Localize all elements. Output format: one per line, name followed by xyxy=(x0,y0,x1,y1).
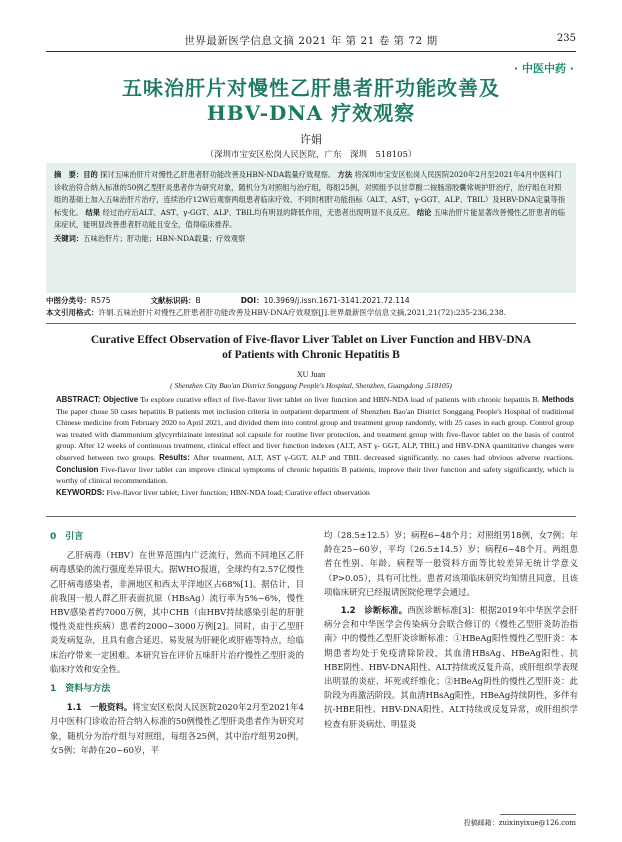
citation-text: 许娟.五味治肝片对慢性乙肝患者肝功能改善及HBV-DNA疗效观察[J].世界最新医学信息文摘,2021,21(72):235-236,238. xyxy=(98,308,506,317)
method-label: 方法 xyxy=(337,170,353,179)
clc-value: R575 xyxy=(91,296,111,305)
citation-label: 本文引用格式： xyxy=(46,308,99,317)
page-number: 235 xyxy=(556,33,576,44)
result-en-label: Results: xyxy=(159,452,190,462)
section-heading-methods: 1 资料与方法 xyxy=(50,684,111,695)
keywords-en-label: KEYWORDS: xyxy=(56,487,105,497)
objective-en-text: To explore curative effect of five-flavor liver tablet on liver function and HBN-NDA load of patients with chronic hepatitis B. xyxy=(140,395,540,404)
general-data-continued: 均（28.5±12.5）岁；病程6~48个月；对照组男18例，女7例；年龄在25~60岁，平均（26.5±14.5）岁；病程6~48个月。两组患者在性别、年龄、病程等一般资料方面等比较差异无统计学意义（P>0.05），具有可比性。患者对该项临床研究均知情且同意，且该项临床研究已经报请医院伦理学会通过。 xyxy=(324,530,578,597)
keywords-label: 关键词： xyxy=(54,233,84,243)
abstract-en-label: ABSTRACT: xyxy=(56,395,101,404)
section-heading-intro: 0 引言 xyxy=(50,532,84,542)
affiliation-chinese: （深圳市宝安区松岗人民医院，广东 深圳 518105） xyxy=(205,150,417,160)
clc-label: 中图分类号： xyxy=(46,296,91,305)
journal-name: 世界最新医学信息文摘 2021 年 第 21 卷 第 72 期 xyxy=(184,35,438,47)
article-meta xyxy=(46,295,576,319)
author-english: XU Juan xyxy=(296,370,326,379)
diagnosis-paragraph: 西医诊断标准[3]：根据2019年中华医学会肝病分会和中华医学会传染病分会联合修订的《慢性乙型肝炎防治指南》中的慢性乙型肝炎诊断标准：①HBeAg阳性慢性乙型肝炎：本期患者均处于免疫清除阶段，其血清HBsAg、HBeAg阳性、抗HBE阴性、HBV-DNA阳性、ALT持续或反复升高，或肝组织学表现出明显的炎症、坏死或纤维化；②HBeAg阴性的慢性乙型肝炎：此阶段为再激活阶段。其血清HBsAg阳性，HBeAg持续阴性，多伴有抗-HBE阳性、HBV-DNA阳性、ALT持续或反复异常，或肝组织学检查有肝炎病灶、明显炎 xyxy=(324,605,578,729)
running-header xyxy=(46,30,576,52)
title-chinese xyxy=(40,76,582,126)
doi-value[interactable]: 10.3969/j.issn.1671-3141.2021.72.114 xyxy=(263,296,410,305)
method-text: 将深圳市宝安区松岗人民医院2020年2月至2021年4月中医科门诊收治符合纳入标准的50例乙型肝炎患者作为研究对象，随机分为对照组与治疗组，每组25例，对照组予以甘草酸二铵肠溶胶囊常规护肝治疗，治疗组在对照组的基础上加入五味治肝片治疗，连续治疗12W后观察两组患者临床疗效、不同时相肝功能指标（ALT、AST、γ-GGT、ALP、TBIL）及HBV-DNA定量等指标变化。 xyxy=(54,170,566,217)
author-chinese: 许娟 xyxy=(300,133,322,146)
result-en-text: After treatment, ALT, AST γ-GGT, ALP and TBIL decreased significantly, no cases had obvious adverse reactions. xyxy=(192,452,574,462)
objective-label: 目的 xyxy=(83,170,98,179)
abstract-chinese xyxy=(46,163,576,293)
abstract-label: 摘 要： xyxy=(54,170,84,179)
title-english xyxy=(50,333,572,363)
divider xyxy=(46,323,576,324)
footer-email: 投稿邮箱：zuixinyixue@126.com xyxy=(463,819,576,827)
result-text: 经过治疗后ALT、AST、γ-GGT、ALP、TBIL均有明显的降低作用，无患者出现明显不良反应。 xyxy=(102,207,415,217)
title-cn-line1: 五味治肝片对慢性乙肝患者肝功能改善及 xyxy=(122,76,500,100)
keywords-text: 五味治肝片；肝功能；HBN-NDA载量；疗效观察 xyxy=(83,233,246,243)
abstract-english xyxy=(56,394,574,498)
footer-divider xyxy=(500,814,576,815)
intro-paragraph: 乙肝病毒（HBV）在世界范围内广泛流行，然而不同地区乙肝病毒感染的流行强度差异很大。据WHO报道，全球约有2.57亿慢性乙肝病毒感染者，非洲地区和西太平洋地区占68%[1]。据估计，目前我国一般人群乙肝表面抗原（HBsAg）流行率为5%~6%，慢性HBV感染者约7000万例，其中CHB（由HBV持续感染引起的肝脏慢性炎症性疾病）患者约2000~3000万例[2]。同时，由于乙型肝炎发病复杂，且具有愈合延迟、易发展为肝硬化或肝癌等特点，给临床治疗带来一定困难。本研究旨在评价五味肝片治疗慢性乙型肝炎的临床疗效和安全性。 xyxy=(50,550,304,674)
conclusion-text: 五味治肝片能显著改善慢性乙肝患者的临床症状，能明显改善患者肝功能且安全，值得临床推荐。 xyxy=(54,207,566,229)
keywords-en-text: Five-flavor liver tablet; Liver function; HBN-NDA load; Curative effect observation xyxy=(106,487,370,497)
doc-value: B xyxy=(195,296,201,305)
method-en-label: Methods xyxy=(541,395,574,404)
section-tag: · 中医中药 · xyxy=(513,62,574,75)
objective-en-label: Objective xyxy=(102,395,139,404)
subsection-heading-general: 1.1 一般资料。 xyxy=(66,702,133,713)
title-cn-line2: HBV-DNA 疗效观察 xyxy=(206,101,416,125)
result-label: 结果 xyxy=(85,207,101,217)
doi-label: DOI： xyxy=(240,296,264,305)
subsection-heading-diagnosis: 1.2 诊断标准。 xyxy=(340,605,408,616)
method-en-text: The paper chose 50 cases hepatitis B patients met inclusion criteria in outpatient department of Shenzhen Bao'an District Songgang People's Hospital of traditional Chinese medicine from February 2020 to April 2021, and divided them into control group and treatment group randomly, with 25 cases in each group. Control group was treated with diammonium glycyrrhizinate intestinal sol capsule for routine liver protection, and treatment group with five-flavor tablet on the basis of control group. After 12 weeks of continuous treatment, clinical effect and liver function indexes (ALT, AST γ- GGT, ALP, TBIL) and HBV-DNA quantitative changes were observed between two groups. xyxy=(56,406,574,462)
conclusion-en-text: Five-flavor liver tablet can improve clinical symptoms of chronic hepatitis B patients, improve their liver function and safety significantly, which is worthy of clinical recommendation. xyxy=(56,464,574,486)
doc-label: 文献标识码： xyxy=(150,296,196,305)
divider xyxy=(46,516,576,517)
objective-text: 探讨五味治肝片对慢性乙肝患者肝功能改善及HBN-NDA载量疗效观察。 xyxy=(100,170,336,179)
general-data-paragraph: 将宝安区松岗人民医院2020年2月至2021年4月中医科门诊收治符合纳入标准的50例慢性乙型肝炎患者作为研究对象，随机分为治疗组与对照组，每组各25例，其中治疗组男20例，女5例；年龄在20~60岁，平 xyxy=(50,702,304,755)
conclusion-label: 结论 xyxy=(416,207,432,217)
affiliation-english: ( Shenzhen City Bao'an District Songgang People's Hospital, Shenzhen, Guangdong ,518105) xyxy=(170,381,452,390)
body-column-right xyxy=(324,528,578,731)
title-en-line1: Curative Effect Observation of Five-flavor Liver Tablet on Liver Function and HBV-DNA xyxy=(90,334,532,346)
body-column-left xyxy=(50,528,304,757)
conclusion-en-label: Conclusion xyxy=(56,464,99,474)
title-en-line2: of Patients with Chronic Hepatitis B xyxy=(222,349,400,361)
